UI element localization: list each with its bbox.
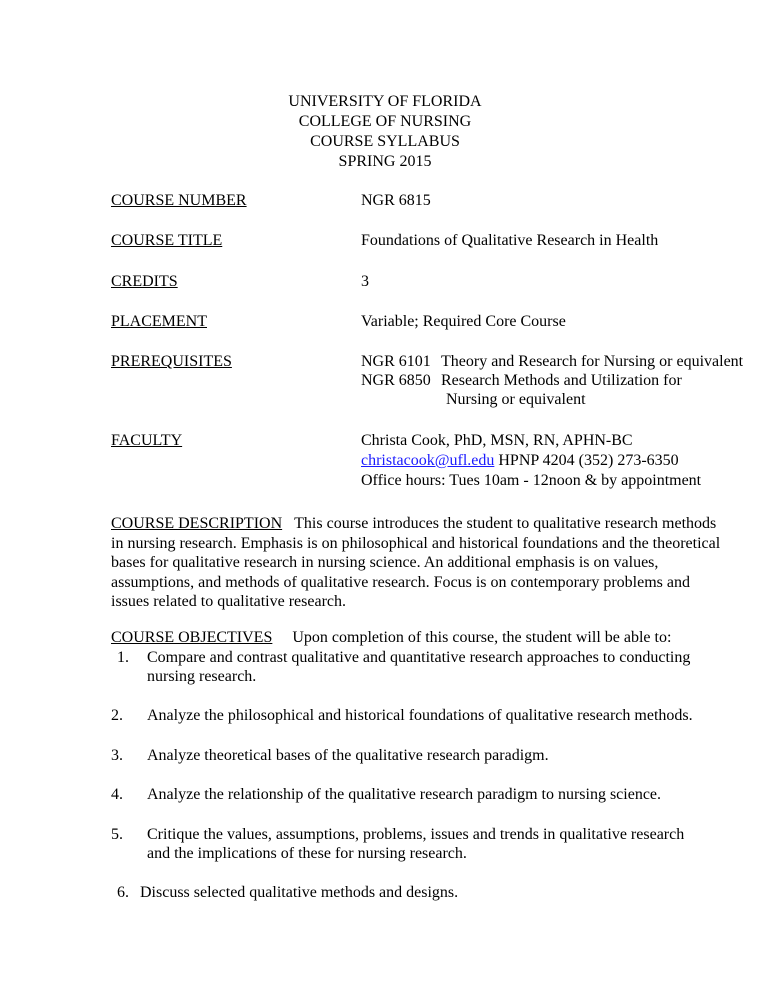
prereq-text: Theory and Research for Nursing or equivalent (441, 353, 744, 370)
objectives-intro: Upon completion of this course, the student will be able to: (292, 629, 672, 646)
credits-label: CREDITS (111, 273, 178, 290)
prereq-code: NGR 6850 (361, 372, 431, 389)
objective-text: Analyze the philosophical and historical foundations of qualitative research methods. (147, 707, 693, 724)
description-line: bases for qualitative research in nursing science. An additional emphasis is on values, (111, 554, 659, 571)
faculty-office: HPNP 4204 (352) 273-6350 (498, 452, 679, 469)
prereq-text-cont: Nursing or equivalent (446, 391, 586, 408)
objective-number: 2. (111, 707, 123, 724)
description-label: COURSE DESCRIPTION (111, 515, 283, 532)
objective-text: Discuss selected qualitative methods and designs. (140, 884, 459, 901)
objective-text: Analyze the relationship of the qualitative research paradigm to nursing science. (147, 786, 662, 803)
objective-text: Analyze theoretical bases of the qualitative research paradigm. (147, 747, 549, 764)
placement-label: PLACEMENT (111, 313, 207, 330)
description-line: assumptions, and methods of qualitative research. Focus is on contemporary problems and (111, 574, 690, 591)
faculty-email-link[interactable]: christacook@ufl.edu (361, 452, 495, 469)
prereq-text: Research Methods and Utilization for (441, 372, 682, 389)
description-line: in nursing research. Emphasis is on philosophical and historical foundations and the theoretical (111, 535, 721, 552)
placement-value: Variable; Required Core Course (361, 313, 566, 330)
credits-value: 3 (361, 273, 369, 290)
objective-text: nursing research. (147, 668, 257, 685)
objective-text: and the implications of these for nursing research. (147, 845, 467, 862)
course-number-value: NGR 6815 (361, 192, 431, 209)
objective-number: 3. (111, 747, 123, 764)
college-name: COLLEGE OF NURSING (298, 113, 472, 130)
course-title-value: Foundations of Qualitative Research in Health (361, 232, 659, 249)
faculty-label: FACULTY (111, 432, 183, 449)
objectives-label: COURSE OBJECTIVES (111, 629, 273, 646)
description-line: issues related to qualitative research. (111, 593, 347, 610)
objective-text: Compare and contrast qualitative and quantitative research approaches to conducting (147, 649, 691, 666)
university-name: UNIVERSITY OF FLORIDA (288, 93, 482, 110)
objective-number: 1. (117, 649, 129, 666)
faculty-name: Christa Cook, PhD, MSN, RN, APHN-BC (361, 432, 633, 449)
faculty-contact (361, 451, 679, 471)
prereq-code: NGR 6101 (361, 353, 431, 370)
course-title-label: COURSE TITLE (111, 232, 223, 249)
course-number-label: COURSE NUMBER (111, 192, 247, 209)
objective-number: 6. (117, 884, 129, 901)
office-hours: Office hours: Tues 10am - 12noon & by appointment (361, 472, 702, 489)
doc-type: COURSE SYLLABUS (310, 133, 460, 150)
objective-number: 5. (111, 826, 123, 843)
objective-number: 4. (111, 786, 123, 803)
term: SPRING 2015 (338, 153, 432, 170)
objective-text: Critique the values, assumptions, problems, issues and trends in qualitative research (147, 826, 685, 843)
prerequisites-label: PREREQUISITES (111, 353, 232, 370)
description-line: This course introduces the student to qualitative research methods (294, 515, 717, 532)
